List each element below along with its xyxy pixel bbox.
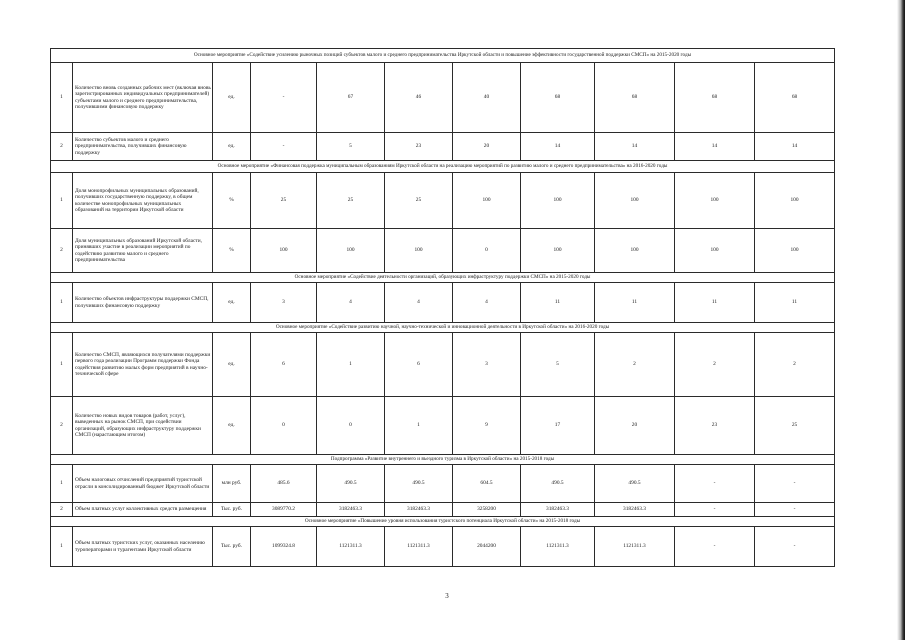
value-cell: 14 <box>675 133 755 161</box>
indicator-row <box>51 173 835 229</box>
row-number: 2 <box>51 397 73 455</box>
value-cell: 68 <box>521 63 595 133</box>
value-cell: 2 <box>595 333 675 397</box>
value-cell: 5 <box>317 133 385 161</box>
value-cell: 25 <box>317 173 385 229</box>
value-cell: 1121311.3 <box>317 527 385 567</box>
value-cell: 4 <box>453 283 521 323</box>
value-cell: 17 <box>521 397 595 455</box>
value-cell: 3258200 <box>453 503 521 517</box>
section-title: Подпрограмма «Развитие внутреннего и въездного туризма в Иркутской области» на 2015-2018 годы <box>51 455 835 465</box>
value-cell: 2044200 <box>453 527 521 567</box>
value-cell: 14 <box>755 133 835 161</box>
value-cell: 490.5 <box>317 465 385 503</box>
value-cell: 40 <box>453 63 521 133</box>
value-cell: 4 <box>317 283 385 323</box>
indicator-name: Количество объектов инфраструктуры поддержки СМСП, получивших финансовую поддержку <box>73 283 213 323</box>
value-cell: 3182463.3 <box>521 503 595 517</box>
value-cell: 100 <box>675 173 755 229</box>
value-cell: 25 <box>251 173 317 229</box>
section-row <box>51 455 835 465</box>
value-cell: 46 <box>385 63 453 133</box>
row-number: 1 <box>51 173 73 229</box>
section-row <box>51 273 835 283</box>
section-title: Основное мероприятие «Повышение уровня использования туристского потенциала Иркутской области» на 2015-2018 годы <box>51 517 835 527</box>
indicator-row <box>51 63 835 133</box>
indicator-row <box>51 527 835 567</box>
section-row <box>51 161 835 173</box>
page-number: 3 <box>445 592 449 600</box>
value-cell: 1121311.3 <box>385 527 453 567</box>
value-cell: 3 <box>251 283 317 323</box>
indicators-table <box>50 48 835 567</box>
value-cell: 20 <box>595 397 675 455</box>
indicator-row <box>51 333 835 397</box>
value-cell: 2 <box>755 333 835 397</box>
value-cell: 11 <box>595 283 675 323</box>
row-number: 1 <box>51 527 73 567</box>
section-row <box>51 49 835 63</box>
indicator-row <box>51 229 835 273</box>
value-cell: 3 <box>453 333 521 397</box>
value-cell: 100 <box>521 173 595 229</box>
unit-cell: ед. <box>213 133 251 161</box>
indicator-row <box>51 397 835 455</box>
value-cell: 0 <box>251 397 317 455</box>
value-cell: 100 <box>521 229 595 273</box>
unit-cell: ед. <box>213 283 251 323</box>
indicator-row <box>51 503 835 517</box>
value-cell: 68 <box>675 63 755 133</box>
value-cell: 20 <box>453 133 521 161</box>
scan-edge-shadow <box>897 0 905 640</box>
row-number: 1 <box>51 333 73 397</box>
value-cell: 100 <box>317 229 385 273</box>
value-cell: 485.6 <box>251 465 317 503</box>
value-cell: 6 <box>251 333 317 397</box>
value-cell: 25 <box>755 397 835 455</box>
value-cell: 100 <box>755 173 835 229</box>
section-title: Основное мероприятие «Содействие развитию научной, научно-технической и инновационной деятельности в Иркутской области» на 2016-2020 годы <box>51 323 835 333</box>
value-cell: 11 <box>675 283 755 323</box>
value-cell: 100 <box>755 229 835 273</box>
value-cell: 100 <box>595 229 675 273</box>
row-number: 2 <box>51 503 73 517</box>
value-cell: 0 <box>317 397 385 455</box>
value-cell: - <box>755 527 835 567</box>
value-cell: - <box>675 503 755 517</box>
value-cell: 14 <box>521 133 595 161</box>
value-cell: 1099324.8 <box>251 527 317 567</box>
unit-cell: ед. <box>213 333 251 397</box>
value-cell: 14 <box>595 133 675 161</box>
value-cell: 5 <box>521 333 595 397</box>
value-cell: - <box>755 465 835 503</box>
value-cell: 1121311.3 <box>521 527 595 567</box>
value-cell: 3182463.3 <box>317 503 385 517</box>
indicator-name: Количество субъектов малого и среднего предпринимательства, получивших финансовую поддержку <box>73 133 213 161</box>
indicator-name: Доля муниципальных образований Иркутской области, принявших участие в реализации мероприятий по содействию развитию малого и среднего предпринимательства <box>73 229 213 273</box>
value-cell: 100 <box>385 229 453 273</box>
unit-cell: ед. <box>213 63 251 133</box>
section-title: Основное мероприятие «Содействие деятельности организаций, образующих инфраструктуру поддержки СМСП» на 2015-2020 годы <box>51 273 835 283</box>
row-number: 1 <box>51 283 73 323</box>
indicator-row <box>51 283 835 323</box>
value-cell: 67 <box>317 63 385 133</box>
indicator-name: Количество новых видов товаров (работ, услуг), выведенных на рынок СМСП, при содействии организаций, образующих инфраструктуру поддержки СМСП (нарастающим итогом) <box>73 397 213 455</box>
value-cell: 3182463.3 <box>385 503 453 517</box>
value-cell: 23 <box>675 397 755 455</box>
indicator-name: Объем платных туристских услуг, оказанных населению туроператорами и турагентами Иркутской области <box>73 527 213 567</box>
unit-cell: % <box>213 229 251 273</box>
value-cell: - <box>675 527 755 567</box>
section-row <box>51 517 835 527</box>
value-cell: 490.5 <box>595 465 675 503</box>
indicator-name: Количество СМСП, являющихся получателями поддержки первого года реализации Программ поддержки Фонда содействия развитию малых форм предприятий в научно-технической сфере <box>73 333 213 397</box>
indicator-name: Объем платных услуг коллективных средств размещения <box>73 503 213 517</box>
value-cell: 6 <box>385 333 453 397</box>
value-cell: 1 <box>385 397 453 455</box>
indicator-name: Объем налоговых отчислений предприятий туристской отрасли в консолидированный бюджет Иркутской области <box>73 465 213 503</box>
value-cell: - <box>675 465 755 503</box>
unit-cell: млн руб. <box>213 465 251 503</box>
value-cell: 25 <box>385 173 453 229</box>
indicator-row <box>51 465 835 503</box>
value-cell: 1121311.3 <box>595 527 675 567</box>
value-cell: 0 <box>453 229 521 273</box>
row-number: 1 <box>51 465 73 503</box>
value-cell: 11 <box>755 283 835 323</box>
value-cell: 100 <box>675 229 755 273</box>
value-cell: 490.5 <box>385 465 453 503</box>
value-cell: 23 <box>385 133 453 161</box>
row-number: 2 <box>51 229 73 273</box>
section-title: Основное мероприятие «Финансовая поддержка муниципальным образованиям Иркутской области на реализацию мероприятий по развитию малого и среднего предпринимательства» на 2016-2020 годы <box>51 161 835 173</box>
section-title: Основное мероприятие «Содействие усилению рыночных позиций субъектов малого и среднего предпринимательства Иркутской области и повышение эффективности государственной поддержки СМСП» на 2015-2020 годы <box>51 49 835 63</box>
value-cell: 3182463.3 <box>595 503 675 517</box>
value-cell: 9 <box>453 397 521 455</box>
value-cell: 68 <box>595 63 675 133</box>
indicator-name: Количество вновь созданных рабочих мест (включая вновь зарегистрированных индивидуальных предпринимателей) субъектами малого и среднего предпринимательства, получившими финансовую поддержку <box>73 63 213 133</box>
value-cell: 3089770.2 <box>251 503 317 517</box>
unit-cell: ед. <box>213 397 251 455</box>
row-number: 1 <box>51 63 73 133</box>
value-cell: 604.5 <box>453 465 521 503</box>
value-cell: 100 <box>251 229 317 273</box>
indicator-name: Доля монопрофильных муниципальных образований, получивших государственную поддержку, в общем количестве монопрофильных муниципальных образований на территории Иркутской области <box>73 173 213 229</box>
value-cell: 11 <box>521 283 595 323</box>
section-row <box>51 323 835 333</box>
unit-cell: % <box>213 173 251 229</box>
value-cell: - <box>251 63 317 133</box>
unit-cell: Тыс. руб. <box>213 503 251 517</box>
value-cell: 1 <box>317 333 385 397</box>
value-cell: - <box>755 503 835 517</box>
value-cell: 490.5 <box>521 465 595 503</box>
value-cell: 100 <box>453 173 521 229</box>
value-cell: 68 <box>755 63 835 133</box>
row-number: 2 <box>51 133 73 161</box>
value-cell: 100 <box>595 173 675 229</box>
value-cell: - <box>251 133 317 161</box>
value-cell: 4 <box>385 283 453 323</box>
indicator-row <box>51 133 835 161</box>
value-cell: 2 <box>675 333 755 397</box>
unit-cell: Тыс. руб. <box>213 527 251 567</box>
